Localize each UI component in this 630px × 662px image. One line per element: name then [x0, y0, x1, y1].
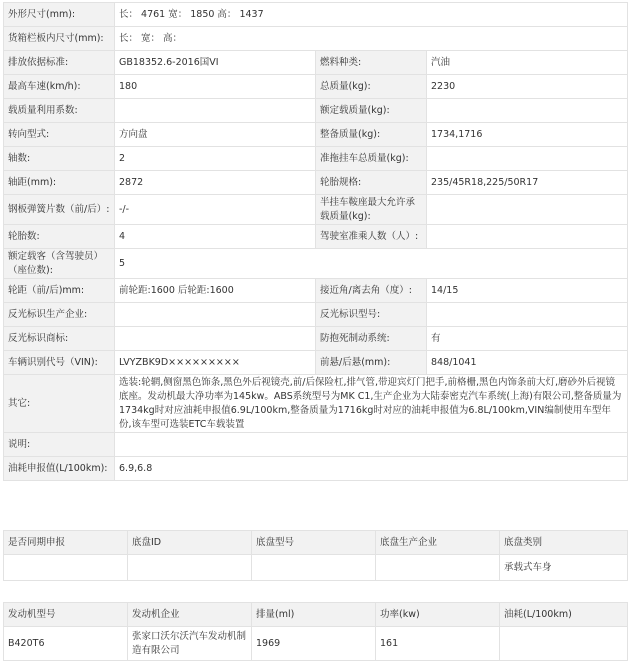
chassis-cell	[376, 555, 500, 581]
chassis-header-cell: 底盘类别	[500, 531, 628, 555]
spec-label: 接近角/离去角（度）:	[316, 279, 427, 303]
spec-row	[4, 99, 628, 123]
chassis-header-cell: 底盘ID	[128, 531, 252, 555]
spec-row	[4, 279, 628, 303]
spec-value: -/-	[115, 195, 316, 225]
spec-value	[115, 303, 316, 327]
spec-row	[4, 433, 628, 457]
spec-row	[4, 123, 628, 147]
spec-row	[4, 51, 628, 75]
spec-label: 说明:	[4, 433, 115, 457]
spec-value: LVYZBK9D×××××××××	[115, 351, 316, 375]
spec-label: 防抱死制动系统:	[316, 327, 427, 351]
chassis-header-cell: 底盘生产企业	[376, 531, 500, 555]
engine-header-cell: 油耗(L/100km)	[500, 603, 628, 627]
spec-value: 有	[427, 327, 628, 351]
spec-label: 轮胎规格:	[316, 171, 427, 195]
spec-value: 4	[115, 225, 316, 249]
chassis-cell: 承载式车身	[500, 555, 628, 581]
spec-value: 6.9,6.8	[115, 457, 628, 481]
spec-label: 转向型式:	[4, 123, 115, 147]
spec-label: 轴数:	[4, 147, 115, 171]
spec-label: 载质量利用系数:	[4, 99, 115, 123]
spec-value: 前轮距:1600 后轮距:1600	[115, 279, 316, 303]
spec-label: 钢板弹簧片数（前/后）:	[4, 195, 115, 225]
spec-value: 5	[115, 249, 628, 279]
engine-table	[3, 602, 628, 661]
chassis-cell	[4, 555, 128, 581]
spec-value: 2230	[427, 75, 628, 99]
spec-label: 额定载质量(kg):	[316, 99, 427, 123]
chassis-cell	[128, 555, 252, 581]
spec-value: 选装:轮辋,侧窗黑色饰条,黑色外后视镜壳,前/后保险杠,排气管,带迎宾灯门把手,前格栅,黑色内饰条前大灯,磨砂外后视镜底座。发动机最大净功率为145kw。ABS系统型号为MK C1,生产企业为大陆泰密克汽车系统(上海)有限公司,整备质量为1734kg时对应油耗申报值6.9L/100km,整备质量为1716kg时对应的油耗申报值为6.8L/100km,VIN编制使用车型年份,该车型可选装ETC车载装置	[115, 375, 628, 433]
spec-label: 轴距(mm):	[4, 171, 115, 195]
spec-value: 180	[115, 75, 316, 99]
spec-value: 1734,1716	[427, 123, 628, 147]
spec-label: 前悬/后悬(mm):	[316, 351, 427, 375]
spec-row	[4, 27, 628, 51]
spec-row	[4, 171, 628, 195]
spec-label: 最高车速(km/h):	[4, 75, 115, 99]
spec-value: 848/1041	[427, 351, 628, 375]
spec-row	[4, 457, 628, 481]
spec-table-body	[4, 3, 628, 481]
spec-value	[115, 99, 316, 123]
spec-value	[427, 195, 628, 225]
chassis-header-cell: 底盘型号	[252, 531, 376, 555]
spec-value	[427, 225, 628, 249]
spec-value: 14/15	[427, 279, 628, 303]
spec-label: 反光标识生产企业:	[4, 303, 115, 327]
engine-cell	[500, 627, 628, 661]
chassis-cell	[252, 555, 376, 581]
spec-row	[4, 249, 628, 279]
spec-label: 其它:	[4, 375, 115, 433]
engine-header-row	[4, 603, 628, 627]
spec-label: 反光标识商标:	[4, 327, 115, 351]
chassis-data-row	[4, 555, 628, 581]
spec-value: 长： 宽： 高：	[115, 27, 628, 51]
spec-value: 长： 4761 宽： 1850 高： 1437	[115, 3, 628, 27]
spec-row	[4, 375, 628, 433]
spec-label: 额定载客（含驾驶员）（座位数):	[4, 249, 115, 279]
spec-label: 轮距（前/后)mm:	[4, 279, 115, 303]
engine-cell: 张家口沃尔沃汽车发动机制造有限公司	[128, 627, 252, 661]
spec-label: 整备质量(kg):	[316, 123, 427, 147]
spec-row	[4, 351, 628, 375]
spec-label: 货箱栏板内尺寸(mm):	[4, 27, 115, 51]
engine-cell: 1969	[252, 627, 376, 661]
spec-label: 排放依据标准:	[4, 51, 115, 75]
spec-row	[4, 75, 628, 99]
chassis-header-row	[4, 531, 628, 555]
spec-label: 半挂车鞍座最大允许承载质量(kg):	[316, 195, 427, 225]
spec-label: 准拖挂车总质量(kg):	[316, 147, 427, 171]
spec-value	[115, 327, 316, 351]
spec-label: 外形尺寸(mm):	[4, 3, 115, 27]
spec-label: 车辆识别代号（VIN):	[4, 351, 115, 375]
engine-header-cell: 排量(ml)	[252, 603, 376, 627]
engine-data-row	[4, 627, 628, 661]
spec-row	[4, 225, 628, 249]
spec-row	[4, 327, 628, 351]
spec-value: 方向盘	[115, 123, 316, 147]
spec-value: 2872	[115, 171, 316, 195]
spec-label: 油耗申报值(L/100km):	[4, 457, 115, 481]
spec-row	[4, 147, 628, 171]
spec-label: 反光标识型号:	[316, 303, 427, 327]
spec-value	[427, 147, 628, 171]
spec-value: 汽油	[427, 51, 628, 75]
engine-header-cell: 发动机企业	[128, 603, 252, 627]
spec-value	[115, 433, 628, 457]
engine-cell: 161	[376, 627, 500, 661]
chassis-table	[3, 530, 628, 581]
spec-table	[3, 2, 628, 481]
spec-label: 轮胎数:	[4, 225, 115, 249]
engine-cell: B420T6	[4, 627, 128, 661]
engine-header-cell: 发动机型号	[4, 603, 128, 627]
chassis-header-cell: 是否同期申报	[4, 531, 128, 555]
spec-label: 总质量(kg):	[316, 75, 427, 99]
spec-value: 2	[115, 147, 316, 171]
spec-value	[427, 303, 628, 327]
spec-label: 驾驶室准乘人数（人）:	[316, 225, 427, 249]
spec-value	[427, 99, 628, 123]
spec-row	[4, 195, 628, 225]
spec-row	[4, 3, 628, 27]
spec-value: 235/45R18,225/50R17	[427, 171, 628, 195]
spec-value: GB18352.6-2016国VI	[115, 51, 316, 75]
spec-row	[4, 303, 628, 327]
engine-header-cell: 功率(kw)	[376, 603, 500, 627]
spec-label: 燃料种类:	[316, 51, 427, 75]
